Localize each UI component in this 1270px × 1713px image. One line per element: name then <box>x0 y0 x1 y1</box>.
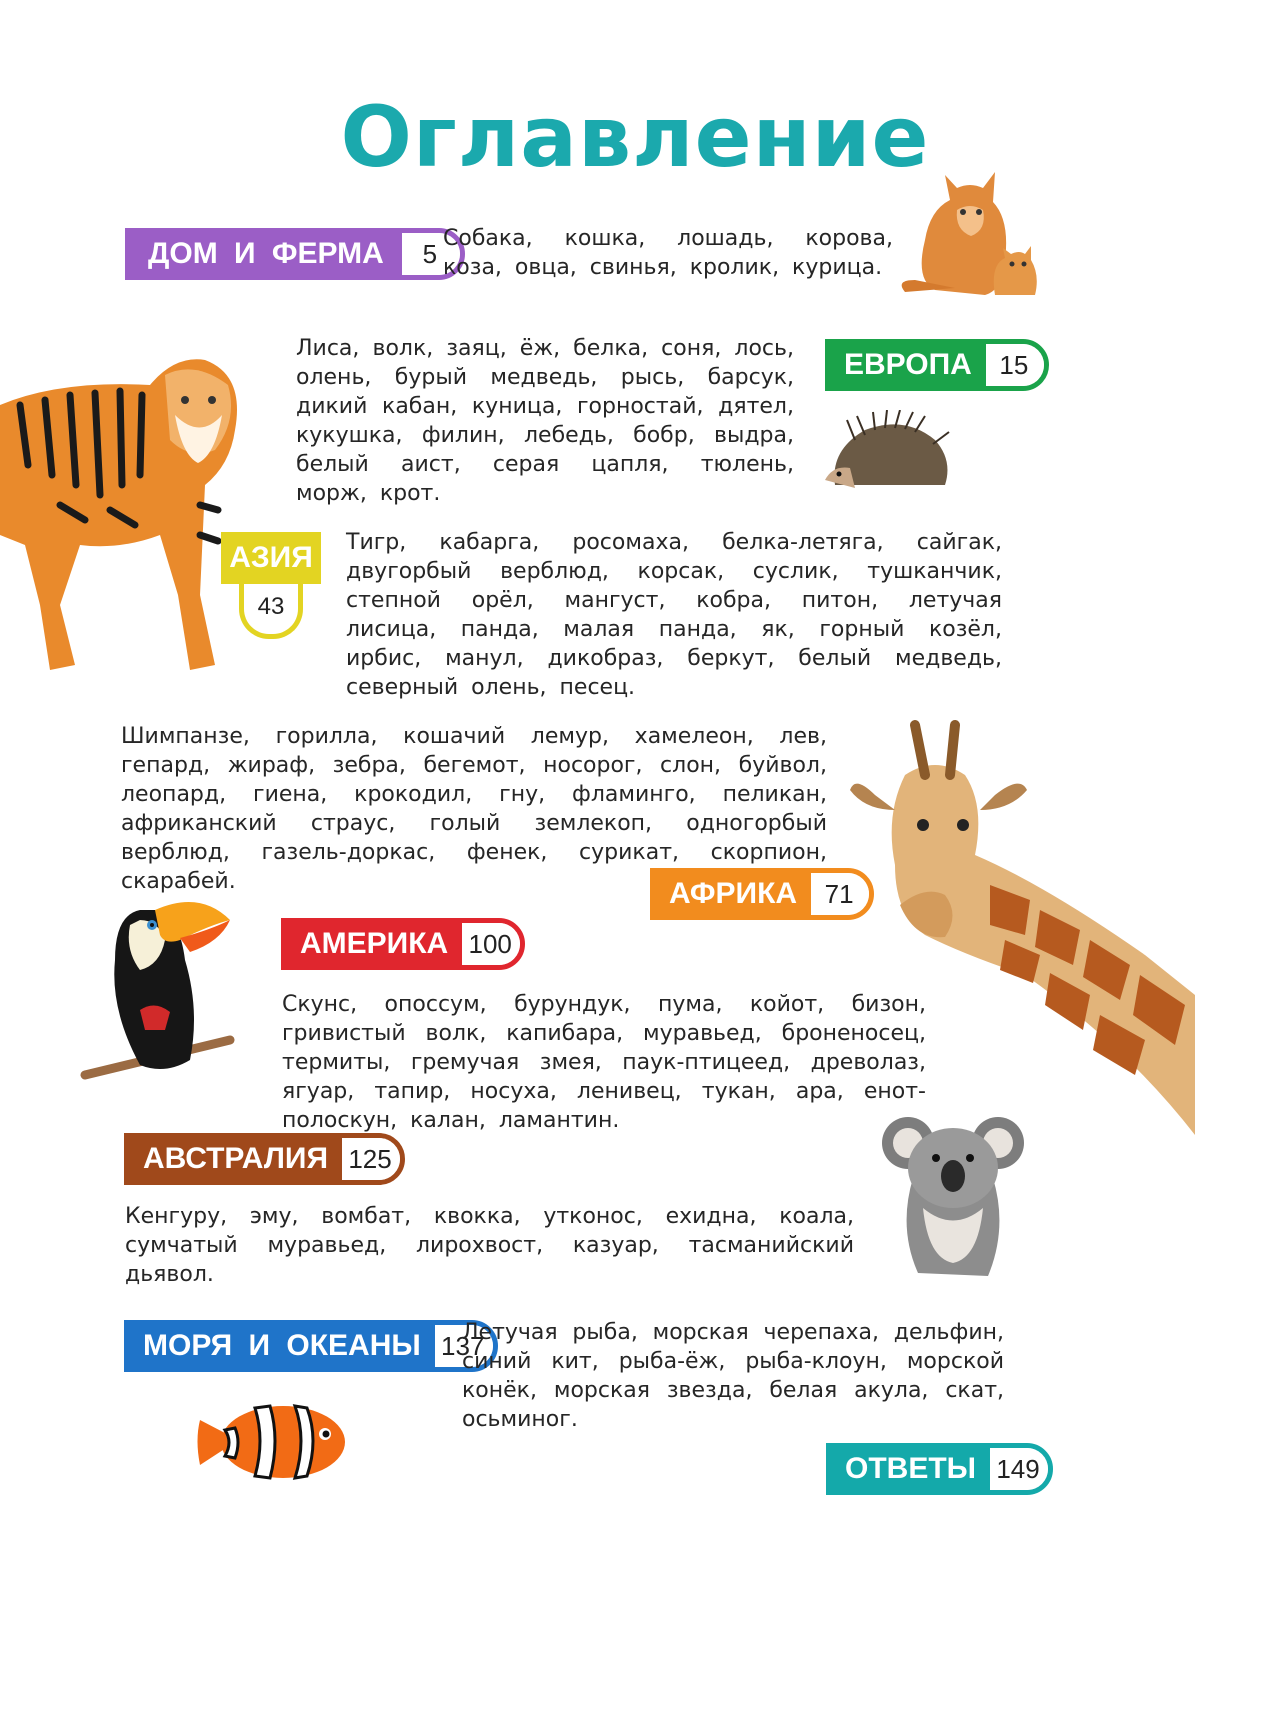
section-label: АЗИЯ <box>221 532 321 584</box>
section-page: 5 <box>402 233 460 275</box>
section-page: 100 <box>462 923 520 965</box>
section-badge-asia[interactable] <box>221 532 321 639</box>
koala-icon <box>878 1108 1028 1283</box>
section-label: ЕВРОПА <box>830 344 986 386</box>
tiger-icon <box>0 345 250 685</box>
section-text-europe: Лиса, волк, заяц, ёж, белка, соня, лось, олень, бурый медведь, рысь, барсук, дикий кабан, куница, горностай, дятел, кукушка, филин, лебедь, бобр, выдра, белый аист, серая цапля, тюлень, морж, крот. <box>296 336 794 506</box>
section-label: АВСТРАЛИЯ <box>129 1138 342 1180</box>
section-badge-europe[interactable] <box>825 339 1049 391</box>
section-label: ДОМ И ФЕРМА <box>130 233 402 275</box>
section-badge-home[interactable] <box>125 228 465 280</box>
clownfish-icon <box>195 1390 350 1490</box>
section-text-africa: Шимпанзе, горилла, кошачий лемур, хамелеон, лев, гепард, жираф, зебра, бегемот, носорог, слон, буйвол, леопард, гиена, крокодил, гну, фламинго, пеликан, африканский страус, голый землекоп, одногорбый верблюд, газель-доркас, фенек, сурикат, скорпион, скарабей. <box>121 724 827 894</box>
section-page: 43 <box>239 584 303 639</box>
section-label: ОТВЕТЫ <box>831 1448 990 1490</box>
section-text-home: Собака, кошка, лошадь, корова, коза, овца, свинья, кролик, курица. <box>443 226 893 280</box>
section-text-america: Скунс, опоссум, бурундук, пума, койот, бизон, гривистый волк, капибара, муравьед, броненосец, термиты, гремучая змея, паук-птицеед, древолаз, ягуар, тапир, носуха, ленивец, тукан, ара, енот-полоскун, калан, ламантин. <box>282 992 926 1133</box>
cat-icon <box>895 140 1050 300</box>
section-page: 125 <box>342 1138 400 1180</box>
toucan-icon <box>80 890 240 1090</box>
section-page: 15 <box>986 344 1044 386</box>
hedgehog-icon <box>825 410 955 500</box>
section-text-australia: Кенгуру, эму, вомбат, квокка, утконос, ехидна, коала, сумчатый муравьед, лирохвост, казуар, тасманийский дьявол. <box>125 1204 854 1287</box>
section-badge-america[interactable] <box>281 918 525 970</box>
section-page: 71 <box>811 873 869 915</box>
section-page: 137 <box>435 1325 493 1367</box>
section-label: АФРИКА <box>655 873 811 915</box>
section-text-seas: Летучая рыба, морская черепаха, дельфин, синий кит, рыба-ёж, рыба-клоун, морской конёк, морская звезда, белая акула, скат, осьминог. <box>462 1320 1004 1432</box>
page-title: Оглавление <box>340 88 930 186</box>
section-badge-australia[interactable] <box>124 1133 405 1185</box>
section-page: 149 <box>990 1448 1048 1490</box>
section-badge-answers[interactable] <box>826 1443 1053 1495</box>
section-text-asia: Тигр, кабарга, росомаха, белка-летяга, сайгак, двугорбый верблюд, корсак, суслик, тушканчик, степной орёл, мангуст, кобра, питон, летучая лисица, панда, малая панда, як, горный козёл, ирбис, манул, дикобраз, беркут, белый медведь, северный олень, песец. <box>346 530 1002 700</box>
section-label: АМЕРИКА <box>286 923 462 965</box>
section-label: МОРЯ И ОКЕАНЫ <box>129 1325 435 1367</box>
section-badge-africa[interactable] <box>650 868 874 920</box>
section-badge-seas[interactable] <box>124 1320 498 1372</box>
